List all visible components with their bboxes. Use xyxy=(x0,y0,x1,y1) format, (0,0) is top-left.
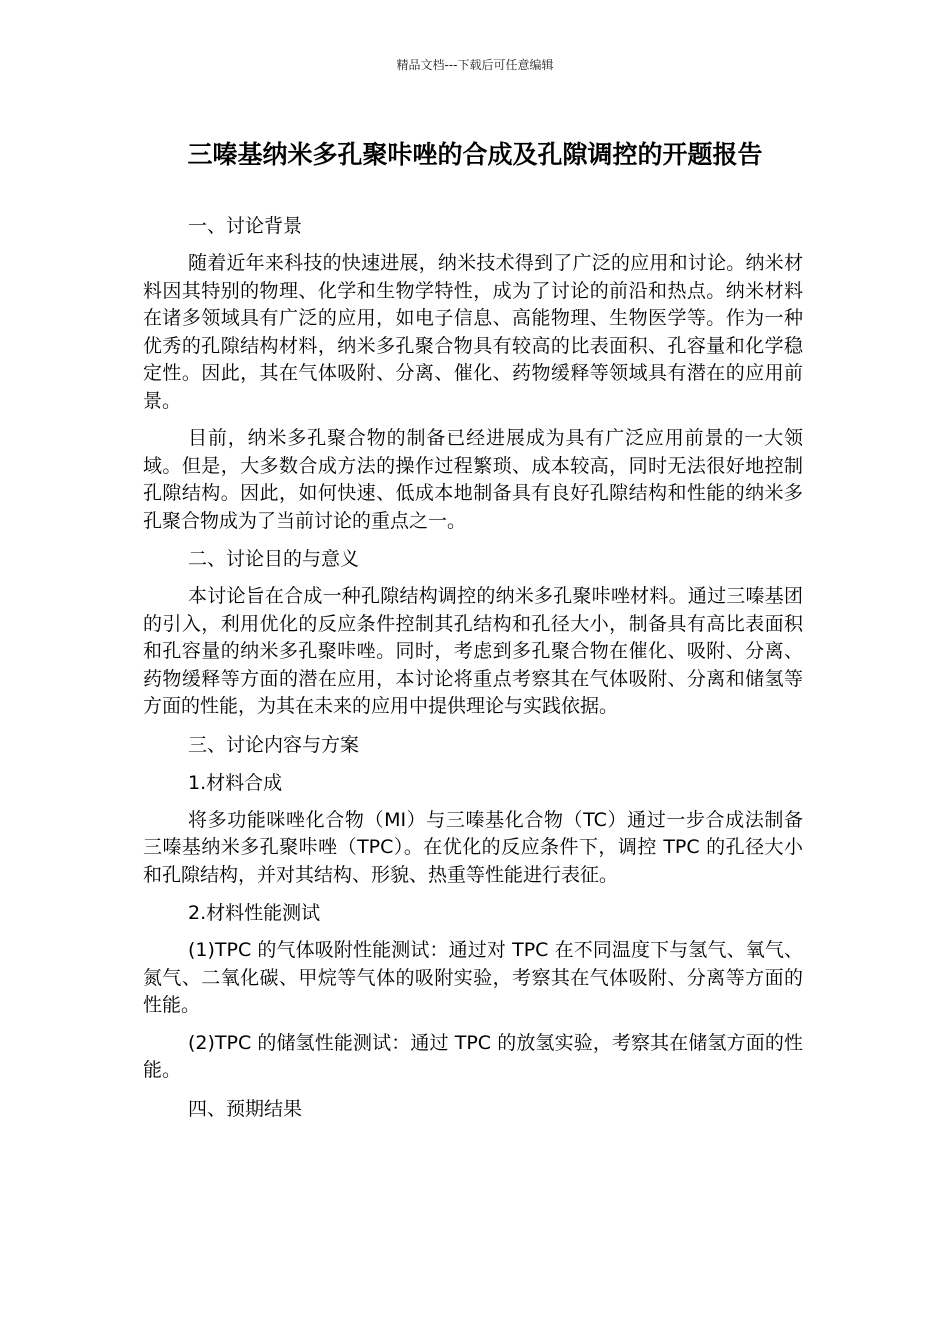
document-body xyxy=(143,212,803,1133)
paragraph-purpose: 本讨论旨在合成一种孔隙结构调控的纳米多孔聚咔唑材料。通过三嗪基团的引入，利用优化的反应条件控制其孔结构和孔径大小，制备具有高比表面积和孔容量的纳米多孔聚咔唑。同时，考虑到多孔聚合物在催化、吸附、分离、药物缓释等方面的潜在应用，本讨论将重点考察其在气体吸附、分离和储氢等方面的性能，为其在未来的应用中提供理论与实践依据。 xyxy=(143,585,803,717)
section-heading-purpose: 二、讨论目的与意义 xyxy=(188,548,360,570)
subheading-testing: 2.材料性能测试 xyxy=(188,902,321,924)
paragraph-synthesis: 将多功能咪唑化合物（MI）与三嗪基化合物（TC）通过一步合成法制备三嗪基纳米多孔聚咔唑（TPC）。在优化的反应条件下，调控 TPC 的孔径大小和孔隙结构，并对其结构、形貌、热重等性能进行表征。 xyxy=(143,808,803,886)
paragraph-gas-adsorption: (1)TPC 的气体吸附性能测试：通过对 TPC 在不同温度下与氢气、氧气、氮气、二氧化碳、甲烷等气体的吸附实验，考察其在气体吸附、分离等方面的性能。 xyxy=(143,939,803,1016)
document-title: 三嗪基纳米多孔聚咔唑的合成及孔隙调控的开题报告 xyxy=(187,140,763,169)
section-heading-expected-results: 四、预期结果 xyxy=(188,1097,303,1120)
section-heading-background: 一、讨论背景 xyxy=(188,215,303,237)
paragraph-hydrogen-storage: (2)TPC 的储氢性能测试：通过 TPC 的放氢实验，考察其在储氢方面的性能。 xyxy=(143,1031,803,1081)
subheading-synthesis: 1.材料合成 xyxy=(188,771,283,794)
section-heading-content: 三、讨论内容与方案 xyxy=(188,733,360,756)
paragraph-background-1: 随着近年来科技的快速进展，纳米技术得到了广泛的应用和讨论。纳米材料因其特别的物理、化学和生物学特性，成为了讨论的前沿和热点。纳米材料在诸多领域具有广泛的应用，如电子信息、高能物理、生物医学等。作为一种优秀的孔隙结构材料，纳米多孔聚合物具有较高的比表面积、孔容量和化学稳定性。因此，其在气体吸附、分离、催化、药物缓释等领域具有潜在的应用前景。 xyxy=(143,252,803,412)
paragraph-background-2: 目前，纳米多孔聚合物的制备已经进展成为具有广泛应用前景的一大领域。但是，大多数合成方法的操作过程繁琐、成本较高，同时无法很好地控制孔隙结构。因此，如何快速、低成本地制备具有良好孔隙结构和性能的纳米多孔聚合物成为了当前讨论的重点之一。 xyxy=(143,427,803,532)
header-note: 精品文档---下载后可任意编辑 xyxy=(396,58,554,72)
